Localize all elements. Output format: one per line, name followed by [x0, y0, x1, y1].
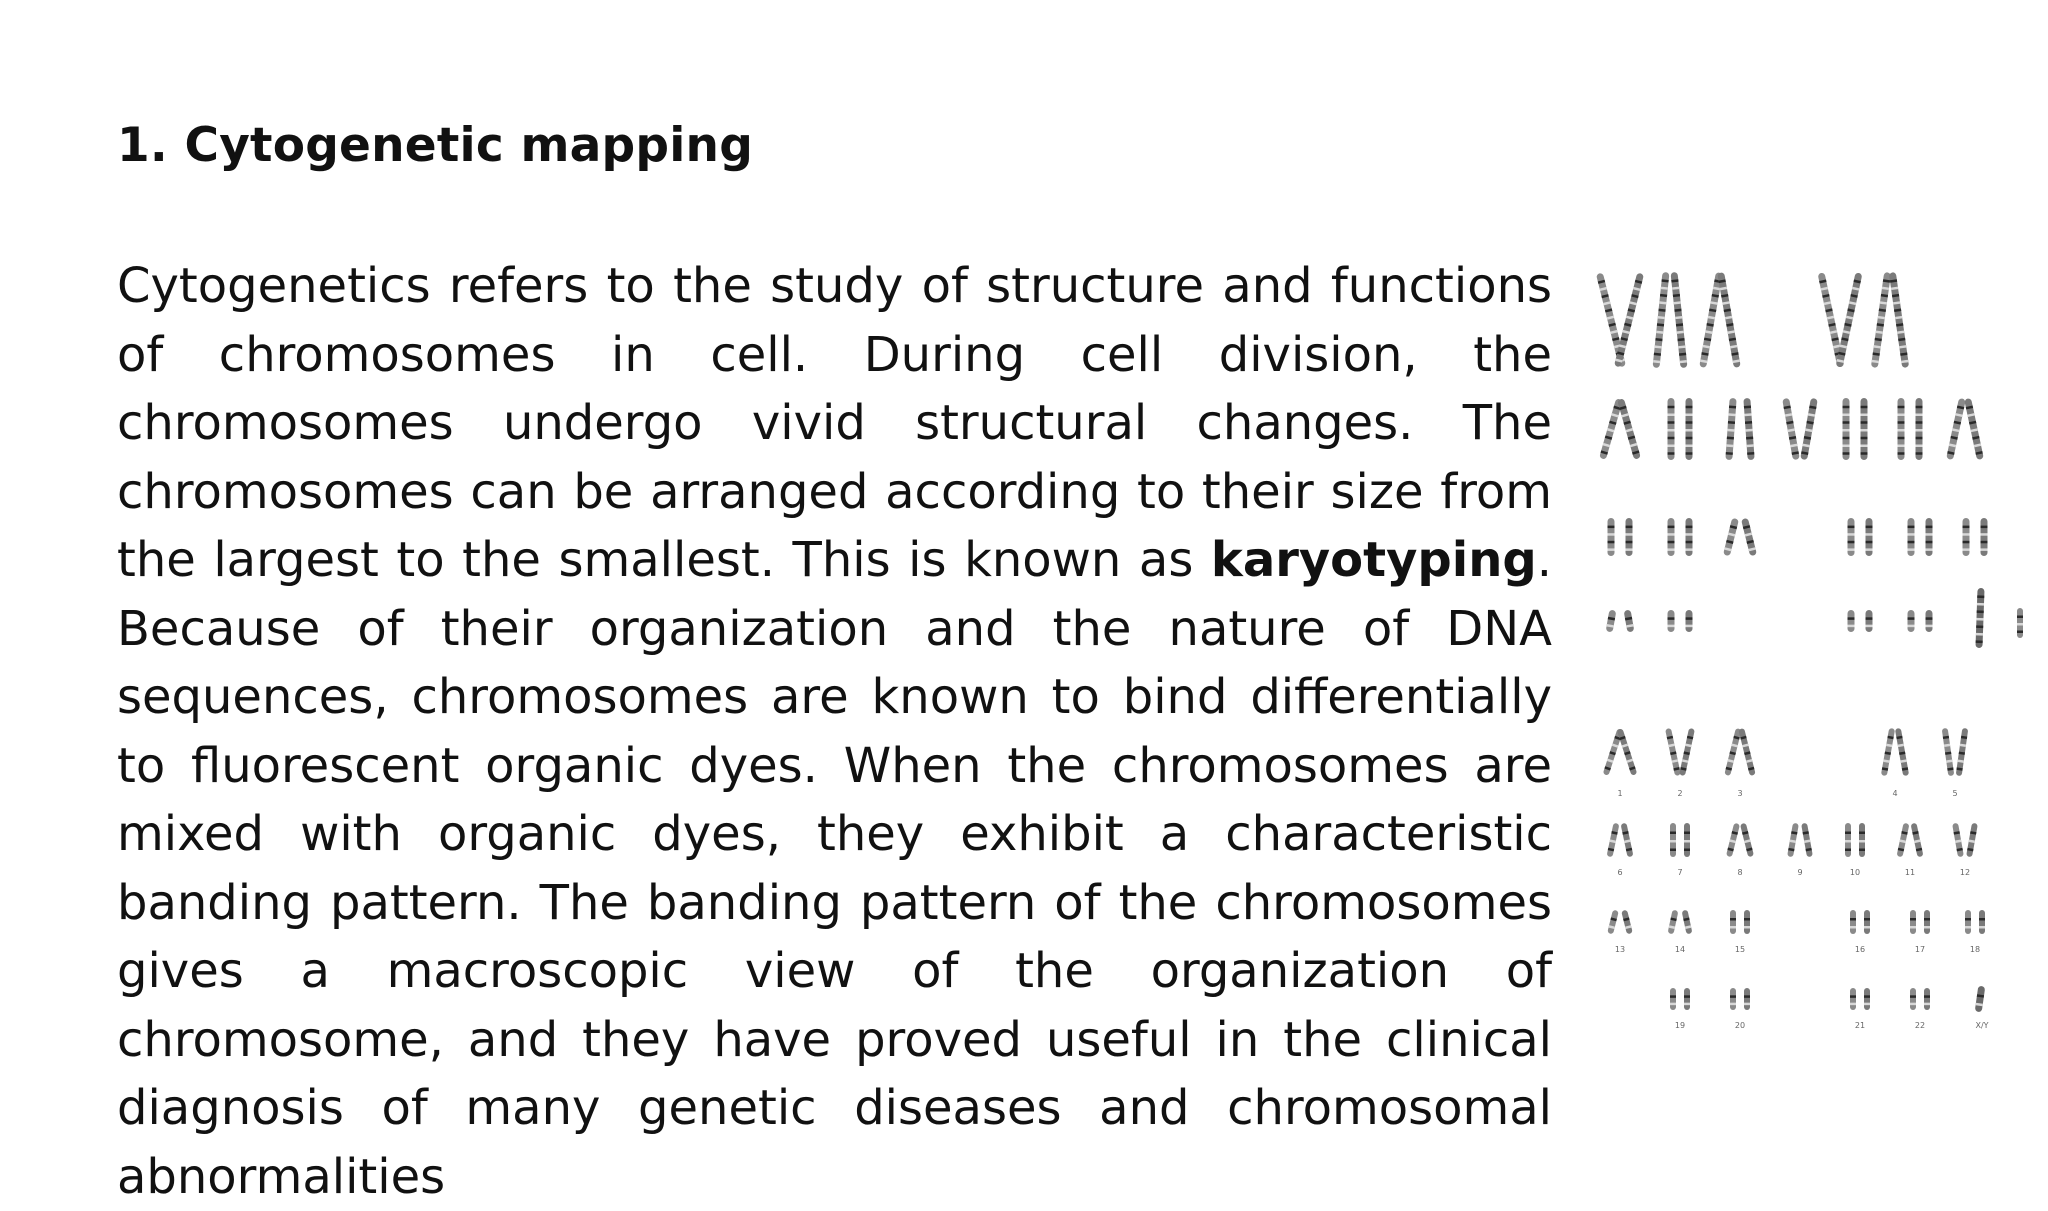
karyotype-label: 9 — [1797, 868, 1803, 877]
body-paragraph — [117, 252, 1552, 1211]
bold-term: karyotyping — [1210, 532, 1537, 588]
karyotype-label: 20 — [1734, 1021, 1746, 1030]
karyotype-label: 13 — [1614, 945, 1626, 954]
section-heading: 1. Cytogenetic mapping — [117, 118, 754, 173]
karyotype-label: 21 — [1854, 1021, 1866, 1030]
karyotype-label: 22 — [1914, 1021, 1926, 1030]
karyotype-label: 7 — [1677, 868, 1683, 877]
karyotype-label: 2 — [1677, 789, 1683, 798]
karyotype-label: 5 — [1952, 789, 1958, 798]
karyotype-label: 15 — [1734, 945, 1746, 954]
karyotype-label: 16 — [1854, 945, 1866, 954]
karyotype-label: 1 — [1617, 789, 1623, 798]
karyotype-label: 8 — [1737, 868, 1743, 877]
karyotype-label: 12 — [1959, 868, 1971, 877]
paragraph-text-1: Cytogenetics refers to the study of structure and functions of chromosomes in cell. During cell division, the chromosomes undergo vivid structural changes. The chromosomes can be arranged according to their size from the largest to the smallest. This is known as — [117, 258, 1552, 588]
karyotype-label: 10 — [1849, 868, 1861, 877]
karyotype-label: 4 — [1892, 789, 1898, 798]
paragraph-text-2: . Because of their organization and the nature of DNA sequences, chromosomes are known to bind differentially to fluorescent organic dyes. When the chromosomes are mixed with organic dyes, they exhibit a characteristic banding pattern. The banding pattern of the chromosomes gives a macroscopic view of the organization of chromosome, and they have proved useful in the clinical diagnosis of many genetic diseases and chromosomal abnormalities — [117, 532, 1552, 1205]
karyotype-label: 17 — [1914, 945, 1926, 954]
karyotype-image — [1590, 258, 2048, 1058]
karyotype-label: 19 — [1674, 1021, 1686, 1030]
karyotype-label: 18 — [1969, 945, 1981, 954]
karyotype-label: 14 — [1674, 945, 1686, 954]
karyotype-label: X/Y — [1975, 1021, 1989, 1030]
karyotype-label: 6 — [1617, 868, 1623, 877]
karyotype-label: 3 — [1737, 789, 1743, 798]
karyotype-label: 11 — [1904, 868, 1916, 877]
